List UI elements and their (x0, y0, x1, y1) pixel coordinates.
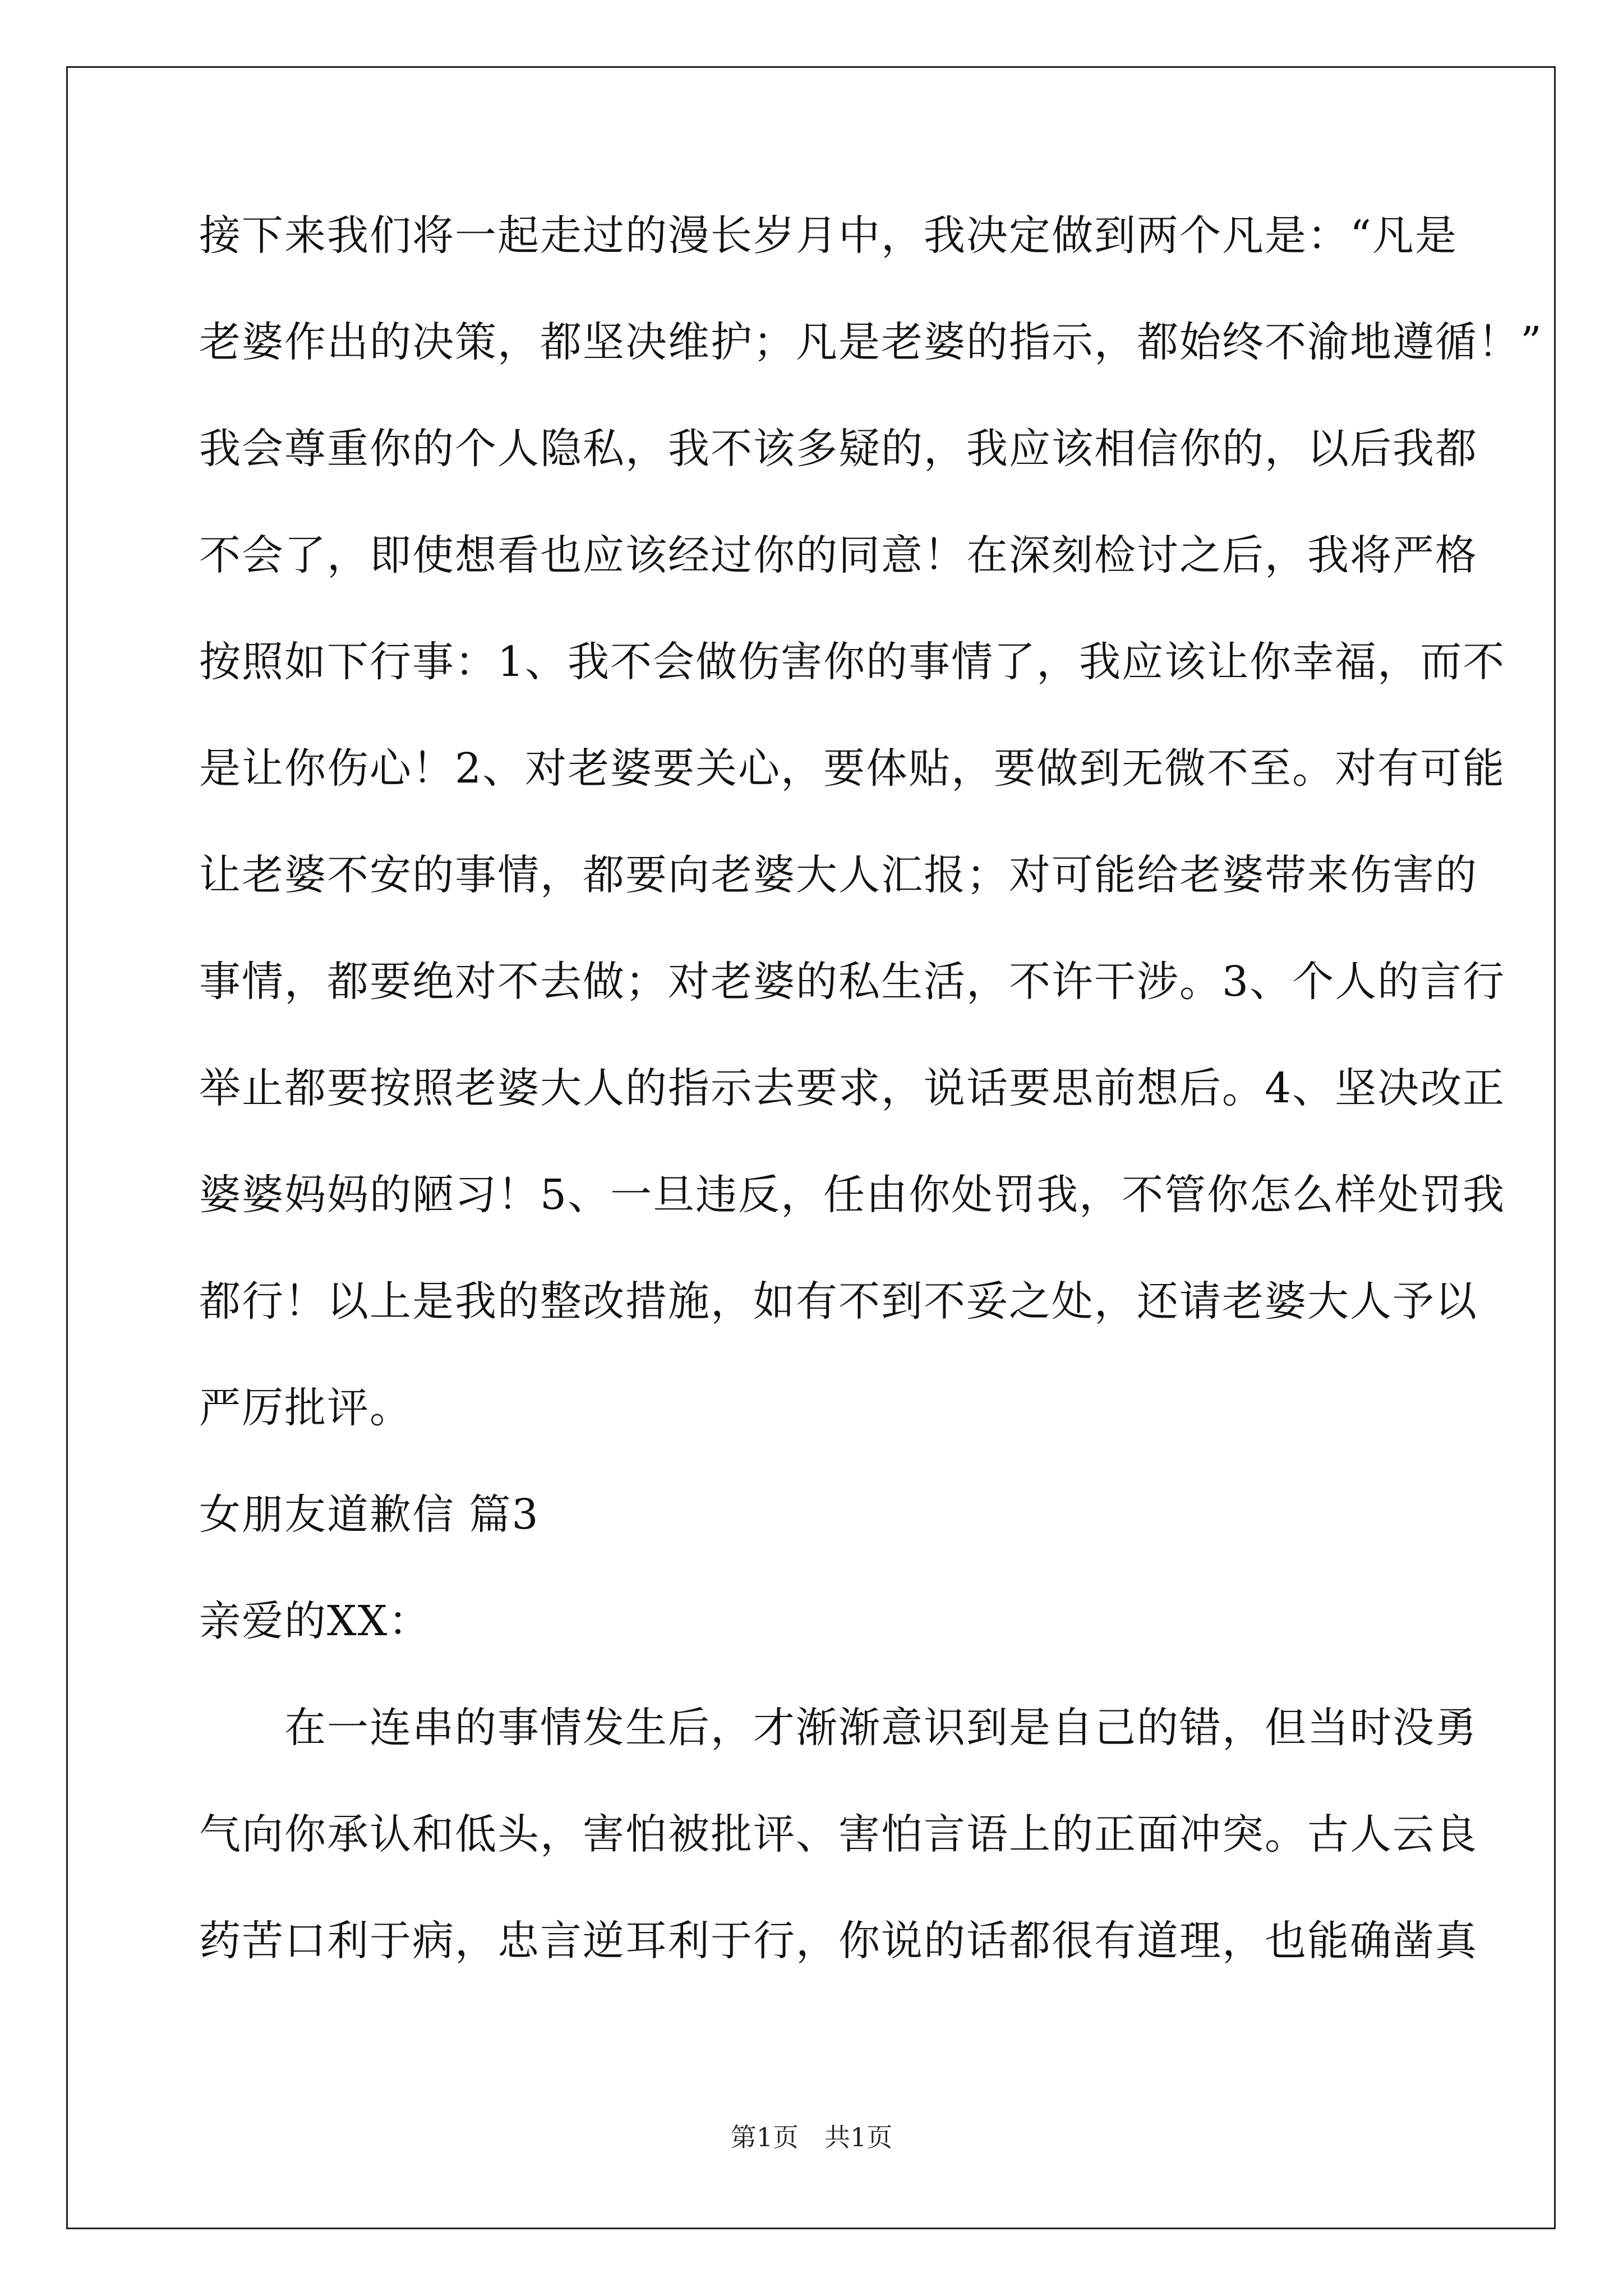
body-line-1: 接下来我们将一起走过的漫长岁月中，我决定做到两个凡是：“凡是 (199, 211, 1458, 260)
body-line-3: 我会尊重你的个人隐私，我不该多疑的，我应该相信你的，以后我都 (199, 425, 1478, 473)
salutation: 亲爱的XX： (199, 1597, 431, 1645)
section-heading: 女朋友道歉信 篇3 (199, 1490, 540, 1539)
body-line-12: 严厉批评。 (199, 1384, 412, 1432)
page-footer: 第1页 共1页 (730, 2122, 893, 2152)
body-line-11: 都行！以上是我的整改措施，如有不到不妥之处，还请老婆大人予以 (199, 1277, 1478, 1326)
body-line-9: 举止都要按照老婆大人的指示去要求，说话要思前想后。4、坚决改正 (199, 1064, 1506, 1112)
body-line-8: 事情，都要绝对不去做；对老婆的私生活，不许干涉。3、个人的言行 (199, 958, 1506, 1006)
body-line-7: 让老婆不安的事情，都要向老婆大人汇报；对可能给老婆带来伤害的 (199, 851, 1478, 899)
body-line-17: 药苦口利于病，忠言逆耳利于行，你说的话都很有道理，也能确凿真 (199, 1917, 1478, 1965)
body-line-4: 不会了，即使想看也应该经过你的同意！在深刻检讨之后，我将严格 (199, 531, 1478, 579)
body-line-10: 婆婆妈妈的陋习！5、一旦违反，任由你处罚我，不管你怎么样处罚我 (199, 1171, 1506, 1219)
page-frame (66, 66, 1556, 2229)
body-line-6: 是让你伤心！2、对老婆要关心，要体贴，要做到无微不至。对有可能 (199, 744, 1506, 793)
body-line-2: 老婆作出的决策，都坚决维护；凡是老婆的指示，都始终不渝地遵循！” (199, 318, 1543, 366)
body-line-5: 按照如下行事：1、我不会做伤害你的事情了，我应该让你幸福，而不 (199, 638, 1506, 686)
body-line-16: 气向你承认和低头，害怕被批评、害怕言语上的正面冲突。古人云良 (199, 1810, 1478, 1858)
body-line-15: 在一连串的事情发生后，才渐渐意识到是自己的错，但当时没勇 (199, 1704, 1478, 1752)
